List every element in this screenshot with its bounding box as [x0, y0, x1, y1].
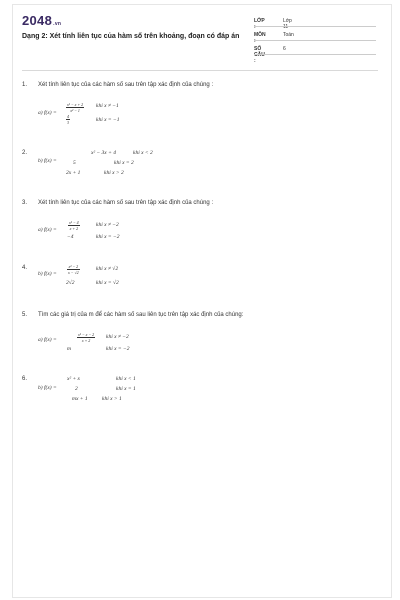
case-condition: khi x < 2 [133, 150, 153, 156]
site-logo[interactable] [22, 13, 61, 28]
question-number: 3. [22, 200, 28, 206]
case-expression: mx + 1 [72, 396, 88, 402]
fraction: $\frac{\text{x² − x − 2}}{x + 2}$ [78, 332, 95, 343]
question-prompt: Xét tính liên tục của các hàm số sau trên tập xác định của chúng : [38, 82, 214, 88]
meta-underline [254, 26, 376, 27]
case-condition: khi x > 2 [104, 170, 124, 176]
meta-key: LỚP : [254, 18, 265, 30]
question-number: 4. [22, 265, 28, 271]
logo-suffix: .vn [53, 21, 62, 27]
case-condition: khi x = √2 [96, 280, 119, 286]
function-label: b) f(x) = [38, 271, 57, 277]
meta-key: SỐ CÂU : [254, 46, 265, 64]
case-expression: 2 [75, 386, 78, 392]
fraction: $\frac{4}{3}$ [67, 114, 69, 125]
case-condition: khi x ≠ √2 [96, 266, 119, 272]
case-expression: 2x + 1 [66, 170, 81, 176]
case-condition: khi x ≠ −2 [106, 334, 129, 340]
document-sheet [12, 4, 392, 598]
case-expression: 5 [73, 160, 76, 166]
fraction: $\frac{\text{x² − x + 2}}{\text{x² − 1}}$ [67, 102, 84, 113]
logo-text: 2048 [22, 13, 53, 28]
case-expression: m [67, 346, 71, 352]
case-condition: khi x ≠ −1 [96, 103, 119, 109]
case-expression: x² − 3x + 4 [91, 150, 116, 156]
function-label: b) f(x) = [38, 385, 57, 391]
case-condition: khi x < 1 [116, 376, 136, 382]
meta-value: Toán [283, 32, 294, 38]
meta-key: MÔN : [254, 32, 266, 44]
case-condition: khi x = −2 [106, 346, 130, 352]
question-number: 5. [22, 312, 28, 318]
function-label: a) f(x) = [38, 110, 57, 116]
document-title: Dạng 2: Xét tính liên tục của hàm số trên khoảng, đoạn có đáp án [22, 33, 240, 40]
fraction: $\frac{\text{x² − 2}}{x - √2}$ [68, 264, 79, 275]
question-number: 2. [22, 150, 28, 156]
case-condition: khi x = −2 [96, 234, 120, 240]
function-label: a) f(x) = [38, 337, 57, 343]
case-expression: x² + x [67, 376, 80, 382]
case-condition: khi x = −1 [96, 117, 120, 123]
header-divider [22, 70, 378, 71]
case-condition: khi x ≠ −2 [96, 222, 119, 228]
question-prompt: Tìm các giá trị của m để các hàm số sau liên tục trên tập xác định của chúng: [38, 312, 244, 318]
case-condition: khi x > 1 [102, 396, 122, 402]
meta-value: Lớp 11 [283, 18, 292, 30]
meta-underline [254, 54, 376, 55]
question-number: 1. [22, 82, 28, 88]
meta-underline [254, 40, 376, 41]
meta-value: 6 [283, 46, 286, 52]
fraction: $\frac{\text{x² − 4}}{x + 2}$ [69, 220, 79, 231]
case-expression: 2√2 [66, 280, 75, 286]
case-condition: khi x = 2 [114, 160, 134, 166]
case-condition: khi x = 1 [116, 386, 136, 392]
question-number: 6. [22, 376, 28, 382]
question-prompt: Xét tính liên tục của các hàm số sau trên tập xác định của chúng : [38, 200, 214, 206]
case-expression: −4 [67, 234, 74, 240]
function-label: b) f(x) = [38, 158, 57, 164]
function-label: a) f(x) = [38, 227, 57, 233]
